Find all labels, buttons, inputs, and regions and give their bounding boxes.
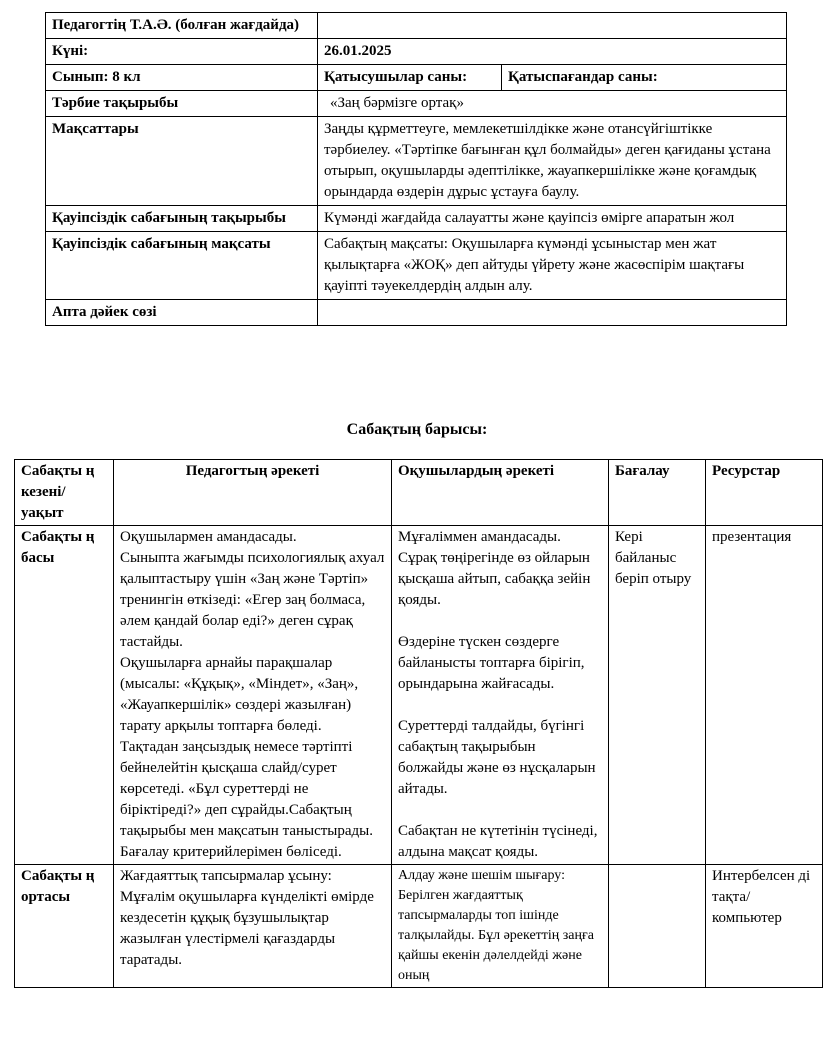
teacher-value [318, 13, 787, 39]
safety-topic-label: Қауіпсіздік сабағының тақырыбы [46, 206, 318, 232]
present-label: Қатысушылар саны: [318, 65, 502, 91]
resources-middle: Интербелсен ді тақта/ компьютер [706, 865, 823, 988]
student-paragraph: Мұғаліммен амандасады. Сұрақ төңірегінде өз ойларын қысқаша айтып, сабаққа зейін қояды. [398, 529, 591, 608]
header-stage: Сабақты ң кезені/ уақыт [15, 460, 114, 526]
flow-header-row [15, 460, 823, 526]
lesson-flow-title: Сабақтың барысы: [346, 421, 488, 438]
quote-value [318, 300, 787, 326]
date-label: Күні: [46, 39, 318, 65]
absent-label: Қатыспағандар саны: [502, 65, 787, 91]
goals-value: Заңды құрметтеуге, мемлекетшілдікке және отансүйгіштікке тәрбиелеу. «Тәртіпке бағынған құл болмайды» деген қағиданы ұстана отырып, оқушыларды әдептілікке, жауапкершілікке және қоғамдық орындарда өздерін дұрыс ұстауға баулу. [318, 117, 787, 206]
safety-topic-row [46, 206, 787, 232]
header-assessment: Бағалау [609, 460, 706, 526]
goals-label: Мақсаттары [46, 117, 318, 206]
flow-row-beginning [15, 526, 823, 865]
class-row [46, 65, 787, 91]
class-label: Сынып: 8 кл [46, 65, 318, 91]
student-action-beginning [392, 526, 609, 865]
stage-middle: Сабақты ң ортасы [15, 865, 114, 988]
lesson-info-table [45, 12, 787, 326]
student-paragraph: Өздеріне түскен сөздерге байланысты топтарға бірігіп, орындарына жайғасады. [398, 634, 585, 692]
quote-label: Апта дәйек сөзі [46, 300, 318, 326]
topic-value: «Заң бәрмізге ортақ» [318, 91, 787, 117]
safety-topic-value: Күмәнді жағдайда салауатты және қауіпсіз өмірге апаратын жол [318, 206, 787, 232]
flow-row-middle [15, 865, 823, 988]
safety-goal-label: Қауіпсіздік сабағының мақсаты [46, 232, 318, 300]
teacher-line: Оқушылармен амандасады. [120, 529, 297, 545]
lesson-flow-table [14, 459, 823, 988]
teacher-action-middle: Жағдаяттық тапсырмалар ұсыну: Мұғалім оқушыларға күнделікті өмірде кездесетін құқық бұзушылықтар жазылған үлестірмелі қағаздарды таратады. [114, 865, 392, 988]
quote-row [46, 300, 787, 326]
teacher-line: Сыныпта жағымды психологиялық ахуал қалыптастыру үшін «Заң және Тәртіп» тренингін өткізеді: «Егер заң болмаса, әлем қандай болар еді?» деген сұрақ тастайды. [120, 550, 385, 650]
student-paragraph: Сабақтан не күтетінін түсінеді, алдына мақсат қояды. [398, 823, 598, 860]
stage-beginning: Сабақты ң басы [15, 526, 114, 865]
student-action-middle: Алдау және шешім шығару: Берілген жағдаяттық тапсырмаларды топ ішінде талқылайды. Бұл әрекеттің заңға қайшы екенін дәлелдейді және оның [392, 865, 609, 988]
goals-row [46, 117, 787, 206]
assessment-middle [609, 865, 706, 988]
teacher-line: Оқушыларға арнайы парақшалар (мысалы: «Құқық», «Міндет», «Заң», «Жауапкершілік» сөздері жазылған) тарату арқылы топтарға бөледі. [120, 655, 359, 734]
date-row [46, 39, 787, 65]
student-paragraph: Суреттерді талдайды, бүгінгі сабақтың тақырыбын болжайды және өз нұсқаларын айтады. [398, 718, 596, 797]
safety-goal-row [46, 232, 787, 300]
teacher-row [46, 13, 787, 39]
header-student-action: Оқушылардың әрекеті [392, 460, 609, 526]
teacher-line: Тақтадан заңсыздық немесе тәртіпті бейнелейтін қысқаша слайд/сурет көрсетеді. «Бұл суреттерді не біріктіреді?» деп сұрайды.Сабақтың тақырыбы мен мақсатын таныстырады. [120, 739, 373, 839]
header-teacher-action: Педагогтың әрекеті [114, 460, 392, 526]
safety-goal-value: Сабақтың мақсаты: Оқушыларға күмәнді ұсыныстар мен жат қылықтарға «ЖОҚ» деп айтуды үйрету және жасөспірім шақтағы қауіпті тәуекелдердің алдын алу. [318, 232, 787, 300]
header-resources: Ресурстар [706, 460, 823, 526]
assessment-beginning: Кері байланыс беріп отыру [609, 526, 706, 865]
date-value: 26.01.2025 [318, 39, 787, 65]
topic-label: Тәрбие тақырыбы [46, 91, 318, 117]
teacher-label: Педагогтің Т.А.Ә. (болған жағдайда) [46, 13, 318, 39]
teacher-line: Бағалау критерийлерімен бөліседі. [120, 844, 342, 860]
resources-beginning: презентация [706, 526, 823, 865]
topic-row [46, 91, 787, 117]
teacher-action-beginning [114, 526, 392, 865]
